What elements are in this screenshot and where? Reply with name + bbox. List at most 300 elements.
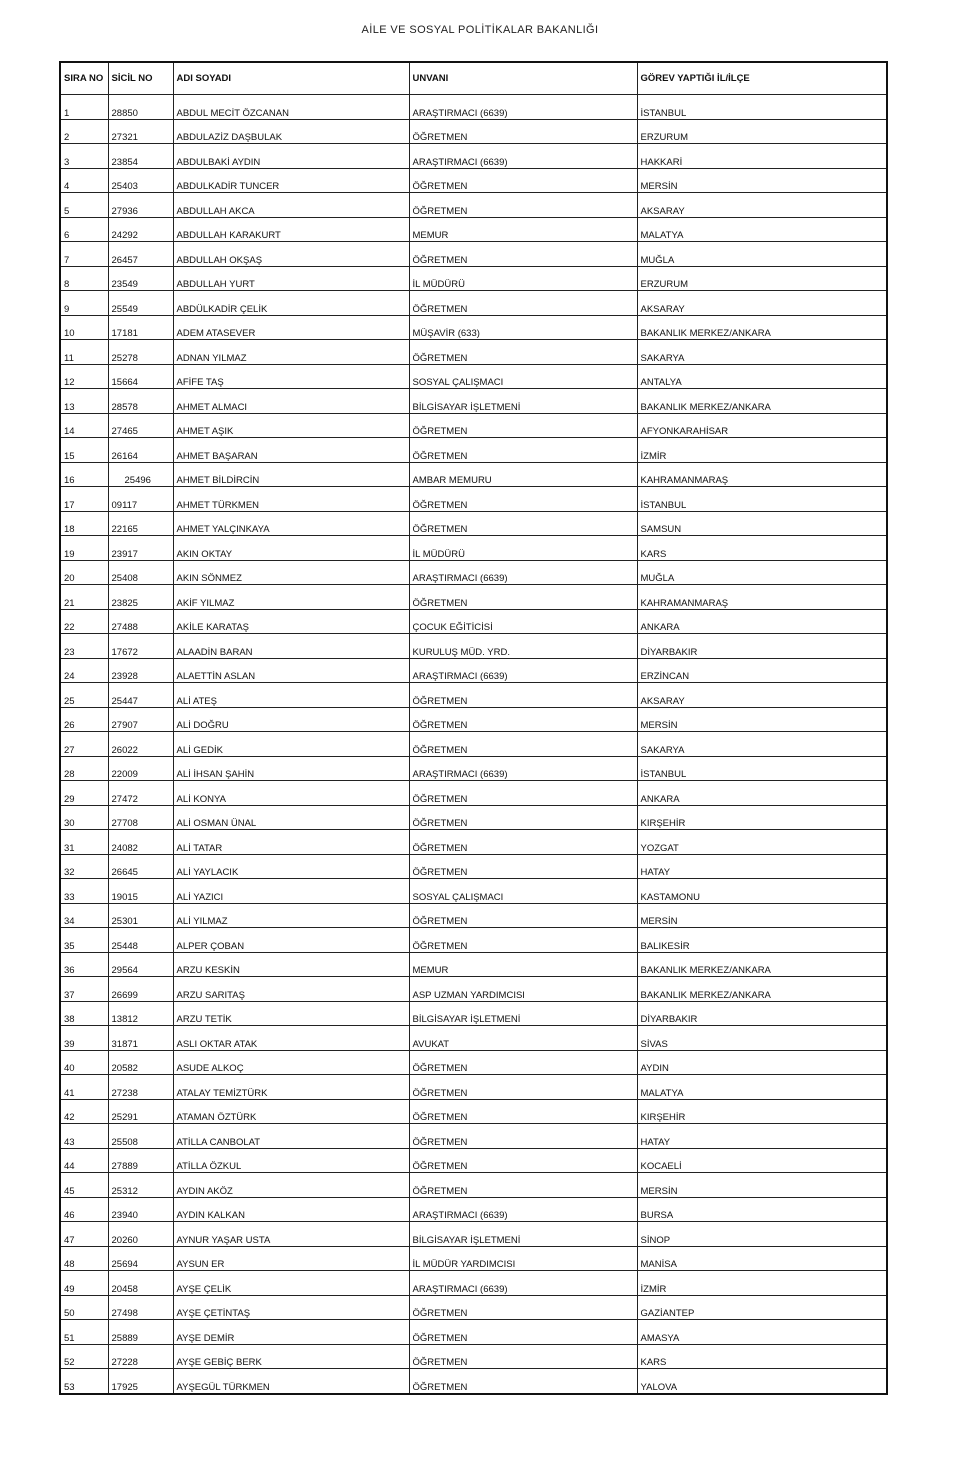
- cell-unvani: BİLGİSAYAR İŞLETMENİ: [409, 1222, 637, 1247]
- table-header-row: [60, 62, 887, 95]
- table-row: [60, 805, 887, 830]
- cell-sira-no: 53: [60, 1369, 108, 1394]
- table-row: [60, 389, 887, 414]
- cell-gorev-yeri: KOCAELİ: [637, 1148, 887, 1173]
- cell-unvani: ARAŞTIRMACI (6639): [409, 95, 637, 120]
- cell-adi-soyadi: ATAMAN ÖZTÜRK: [173, 1099, 409, 1124]
- cell-unvani: ÖĞRETMEN: [409, 1173, 637, 1198]
- cell-gorev-yeri: ERZURUM: [637, 266, 887, 291]
- table-row: [60, 1026, 887, 1051]
- cell-sicil-no: 17181: [108, 315, 173, 340]
- cell-sira-no: 32: [60, 854, 108, 879]
- cell-sicil-no: 27238: [108, 1075, 173, 1100]
- cell-adi-soyadi: AYSUN ER: [173, 1246, 409, 1271]
- cell-unvani: ÖĞRETMEN: [409, 1369, 637, 1394]
- table-row: [60, 560, 887, 585]
- cell-unvani: ÖĞRETMEN: [409, 193, 637, 218]
- cell-adi-soyadi: ADNAN YILMAZ: [173, 340, 409, 365]
- cell-sira-no: 47: [60, 1222, 108, 1247]
- cell-sicil-no: 27465: [108, 413, 173, 438]
- cell-sicil-no: 31871: [108, 1026, 173, 1051]
- cell-gorev-yeri: HATAY: [637, 854, 887, 879]
- cell-gorev-yeri: ERZİNCAN: [637, 658, 887, 683]
- cell-adi-soyadi: AYŞE ÇETİNTAŞ: [173, 1295, 409, 1320]
- cell-sicil-no: 25694: [108, 1246, 173, 1271]
- cell-sicil-no: 26457: [108, 242, 173, 267]
- cell-sicil-no: 29564: [108, 952, 173, 977]
- cell-sira-no: 38: [60, 1001, 108, 1026]
- table-row: [60, 1295, 887, 1320]
- cell-sicil-no: 25301: [108, 903, 173, 928]
- table-row: [60, 952, 887, 977]
- cell-gorev-yeri: YALOVA: [637, 1369, 887, 1394]
- cell-unvani: ÖĞRETMEN: [409, 242, 637, 267]
- cell-adi-soyadi: ATALAY TEMİZTÜRK: [173, 1075, 409, 1100]
- table-row: [60, 95, 887, 120]
- cell-unvani: ASP UZMAN YARDIMCISI: [409, 977, 637, 1002]
- cell-sicil-no: 22165: [108, 511, 173, 536]
- cell-unvani: MEMUR: [409, 952, 637, 977]
- cell-sira-no: 34: [60, 903, 108, 928]
- cell-gorev-yeri: KIRŞEHİR: [637, 1099, 887, 1124]
- cell-sira-no: 37: [60, 977, 108, 1002]
- cell-sicil-no: 25889: [108, 1320, 173, 1345]
- cell-sicil-no: 27936: [108, 193, 173, 218]
- cell-adi-soyadi: AHMET YALÇINKAYA: [173, 511, 409, 536]
- cell-adi-soyadi: AKIN SÖNMEZ: [173, 560, 409, 585]
- cell-sicil-no: 22009: [108, 756, 173, 781]
- table-row: [60, 585, 887, 610]
- cell-gorev-yeri: ANKARA: [637, 609, 887, 634]
- cell-sicil-no: 20582: [108, 1050, 173, 1075]
- cell-sira-no: 31: [60, 830, 108, 855]
- cell-sira-no: 46: [60, 1197, 108, 1222]
- cell-adi-soyadi: ABDULKADİR TUNCER: [173, 168, 409, 193]
- cell-gorev-yeri: ANKARA: [637, 781, 887, 806]
- cell-unvani: ARAŞTIRMACI (6639): [409, 1271, 637, 1296]
- cell-adi-soyadi: ABDULLAH YURT: [173, 266, 409, 291]
- cell-gorev-yeri: AKSARAY: [637, 683, 887, 708]
- cell-adi-soyadi: ALİ GEDİK: [173, 732, 409, 757]
- cell-sira-no: 24: [60, 658, 108, 683]
- cell-sira-no: 5: [60, 193, 108, 218]
- table-row: [60, 1124, 887, 1149]
- cell-gorev-yeri: AMASYA: [637, 1320, 887, 1345]
- cell-sira-no: 36: [60, 952, 108, 977]
- table-row: [60, 634, 887, 659]
- cell-adi-soyadi: ALİ İHSAN ŞAHİN: [173, 756, 409, 781]
- cell-gorev-yeri: SİVAS: [637, 1026, 887, 1051]
- table-row: [60, 903, 887, 928]
- cell-unvani: ÖĞRETMEN: [409, 1124, 637, 1149]
- cell-unvani: BİLGİSAYAR İŞLETMENİ: [409, 1001, 637, 1026]
- cell-sicil-no: 20260: [108, 1222, 173, 1247]
- cell-sira-no: 16: [60, 462, 108, 487]
- cell-sicil-no: 26164: [108, 438, 173, 463]
- cell-sira-no: 1: [60, 95, 108, 120]
- table-row: [60, 1148, 887, 1173]
- cell-sira-no: 11: [60, 340, 108, 365]
- cell-sira-no: 23: [60, 634, 108, 659]
- cell-unvani: SOSYAL ÇALIŞMACI: [409, 364, 637, 389]
- cell-sicil-no: 15664: [108, 364, 173, 389]
- table-row: [60, 1050, 887, 1075]
- cell-gorev-yeri: MERSİN: [637, 707, 887, 732]
- cell-sira-no: 7: [60, 242, 108, 267]
- cell-adi-soyadi: ALİ YAZICI: [173, 879, 409, 904]
- cell-unvani: ÇOCUK EĞİTİCİSİ: [409, 609, 637, 634]
- cell-adi-soyadi: ALİ YAYLACIK: [173, 854, 409, 879]
- table-row: [60, 1271, 887, 1296]
- cell-gorev-yeri: HATAY: [637, 1124, 887, 1149]
- cell-adi-soyadi: AYŞE ÇELİK: [173, 1271, 409, 1296]
- cell-sicil-no: 28850: [108, 95, 173, 120]
- cell-sicil-no: 17672: [108, 634, 173, 659]
- cell-gorev-yeri: AKSARAY: [637, 291, 887, 316]
- personnel-table: [59, 61, 888, 1395]
- cell-unvani: ÖĞRETMEN: [409, 805, 637, 830]
- cell-sira-no: 49: [60, 1271, 108, 1296]
- cell-adi-soyadi: ATİLLA ÖZKUL: [173, 1148, 409, 1173]
- table-row: [60, 168, 887, 193]
- cell-unvani: MÜŞAVİR (633): [409, 315, 637, 340]
- cell-sira-no: 13: [60, 389, 108, 414]
- cell-sicil-no: 25408: [108, 560, 173, 585]
- table-row: [60, 707, 887, 732]
- cell-adi-soyadi: ATİLLA CANBOLAT: [173, 1124, 409, 1149]
- cell-sicil-no: 25549: [108, 291, 173, 316]
- cell-sicil-no: 25496: [108, 462, 173, 487]
- cell-adi-soyadi: ABDULLAH OKŞAŞ: [173, 242, 409, 267]
- cell-gorev-yeri: BAKANLIK MERKEZ/ANKARA: [637, 977, 887, 1002]
- cell-sicil-no: 17925: [108, 1369, 173, 1394]
- cell-gorev-yeri: SAKARYA: [637, 340, 887, 365]
- cell-sicil-no: 27321: [108, 119, 173, 144]
- table-row: [60, 1197, 887, 1222]
- cell-unvani: İL MÜDÜR YARDIMCISI: [409, 1246, 637, 1271]
- cell-unvani: ARAŞTIRMACI (6639): [409, 560, 637, 585]
- cell-unvani: ÖĞRETMEN: [409, 1148, 637, 1173]
- cell-unvani: ÖĞRETMEN: [409, 487, 637, 512]
- cell-sicil-no: 26022: [108, 732, 173, 757]
- cell-sicil-no: 27488: [108, 609, 173, 634]
- cell-sicil-no: 23940: [108, 1197, 173, 1222]
- cell-unvani: ÖĞRETMEN: [409, 1075, 637, 1100]
- cell-sira-no: 4: [60, 168, 108, 193]
- cell-unvani: ÖĞRETMEN: [409, 854, 637, 879]
- cell-adi-soyadi: ABDULLAH KARAKURT: [173, 217, 409, 242]
- table-body: [60, 95, 887, 1394]
- cell-adi-soyadi: AYNUR YAŞAR USTA: [173, 1222, 409, 1247]
- cell-sicil-no: 27907: [108, 707, 173, 732]
- cell-sira-no: 41: [60, 1075, 108, 1100]
- table-row: [60, 609, 887, 634]
- cell-unvani: ÖĞRETMEN: [409, 291, 637, 316]
- table-row: [60, 928, 887, 953]
- cell-sira-no: 6: [60, 217, 108, 242]
- table-row: [60, 242, 887, 267]
- cell-sicil-no: 25403: [108, 168, 173, 193]
- cell-adi-soyadi: ARZU TETİK: [173, 1001, 409, 1026]
- cell-sicil-no: 19015: [108, 879, 173, 904]
- cell-sicil-no: 27228: [108, 1344, 173, 1369]
- cell-sira-no: 25: [60, 683, 108, 708]
- cell-adi-soyadi: ALAADİN BARAN: [173, 634, 409, 659]
- cell-gorev-yeri: MERSİN: [637, 903, 887, 928]
- table-row: [60, 1001, 887, 1026]
- cell-adi-soyadi: ARZU KESKİN: [173, 952, 409, 977]
- cell-gorev-yeri: KIRŞEHİR: [637, 805, 887, 830]
- cell-sira-no: 10: [60, 315, 108, 340]
- cell-sicil-no: 26645: [108, 854, 173, 879]
- cell-unvani: KURULUŞ MÜD. YRD.: [409, 634, 637, 659]
- cell-unvani: ÖĞRETMEN: [409, 903, 637, 928]
- cell-adi-soyadi: ADEM ATASEVER: [173, 315, 409, 340]
- cell-adi-soyadi: AHMET ALMACI: [173, 389, 409, 414]
- cell-sicil-no: 23854: [108, 144, 173, 169]
- table-row: [60, 438, 887, 463]
- cell-unvani: ARAŞTIRMACI (6639): [409, 1197, 637, 1222]
- cell-adi-soyadi: ABDUL MECİT ÖZCANAN: [173, 95, 409, 120]
- cell-gorev-yeri: ANTALYA: [637, 364, 887, 389]
- cell-sira-no: 48: [60, 1246, 108, 1271]
- cell-gorev-yeri: AFYONKARAHİSAR: [637, 413, 887, 438]
- table-row: [60, 413, 887, 438]
- cell-sira-no: 51: [60, 1320, 108, 1345]
- cell-sira-no: 52: [60, 1344, 108, 1369]
- cell-gorev-yeri: MERSİN: [637, 168, 887, 193]
- cell-gorev-yeri: SAMSUN: [637, 511, 887, 536]
- cell-gorev-yeri: KAHRAMANMARAŞ: [637, 462, 887, 487]
- cell-unvani: ÖĞRETMEN: [409, 781, 637, 806]
- cell-gorev-yeri: İSTANBUL: [637, 487, 887, 512]
- cell-unvani: ÖĞRETMEN: [409, 438, 637, 463]
- cell-sicil-no: 23928: [108, 658, 173, 683]
- cell-unvani: ÖĞRETMEN: [409, 1295, 637, 1320]
- cell-gorev-yeri: HAKKARİ: [637, 144, 887, 169]
- cell-gorev-yeri: MUĞLA: [637, 560, 887, 585]
- cell-sicil-no: 27708: [108, 805, 173, 830]
- cell-gorev-yeri: DİYARBAKIR: [637, 634, 887, 659]
- cell-sira-no: 39: [60, 1026, 108, 1051]
- cell-gorev-yeri: DİYARBAKIR: [637, 1001, 887, 1026]
- cell-unvani: MEMUR: [409, 217, 637, 242]
- cell-unvani: ÖĞRETMEN: [409, 413, 637, 438]
- table-row: [60, 830, 887, 855]
- cell-adi-soyadi: AYŞEGÜL TÜRKMEN: [173, 1369, 409, 1394]
- cell-adi-soyadi: ALİ YILMAZ: [173, 903, 409, 928]
- table-row: [60, 462, 887, 487]
- cell-adi-soyadi: ABDULAZİZ DAŞBULAK: [173, 119, 409, 144]
- table-row: [60, 1320, 887, 1345]
- cell-sicil-no: 25447: [108, 683, 173, 708]
- table-row: [60, 536, 887, 561]
- cell-adi-soyadi: AYDIN AKÖZ: [173, 1173, 409, 1198]
- table-row: [60, 879, 887, 904]
- column-header-sicil-no: SİCİL NO: [108, 62, 173, 95]
- cell-sira-no: 3: [60, 144, 108, 169]
- table-row: [60, 1222, 887, 1247]
- cell-unvani: ÖĞRETMEN: [409, 340, 637, 365]
- cell-sicil-no: 27889: [108, 1148, 173, 1173]
- cell-sira-no: 21: [60, 585, 108, 610]
- cell-sira-no: 27: [60, 732, 108, 757]
- cell-sira-no: 42: [60, 1099, 108, 1124]
- cell-sicil-no: 20458: [108, 1271, 173, 1296]
- cell-sicil-no: 24292: [108, 217, 173, 242]
- table-row: [60, 854, 887, 879]
- cell-adi-soyadi: ASLI OKTAR ATAK: [173, 1026, 409, 1051]
- cell-adi-soyadi: ARZU SARITAŞ: [173, 977, 409, 1002]
- cell-sira-no: 33: [60, 879, 108, 904]
- cell-adi-soyadi: AHMET TÜRKMEN: [173, 487, 409, 512]
- cell-unvani: ÖĞRETMEN: [409, 1320, 637, 1345]
- cell-unvani: ÖĞRETMEN: [409, 511, 637, 536]
- table-row: [60, 1369, 887, 1394]
- cell-sira-no: 22: [60, 609, 108, 634]
- cell-gorev-yeri: KARS: [637, 536, 887, 561]
- cell-adi-soyadi: AFİFE TAŞ: [173, 364, 409, 389]
- cell-gorev-yeri: BURSA: [637, 1197, 887, 1222]
- cell-gorev-yeri: SİNOP: [637, 1222, 887, 1247]
- cell-adi-soyadi: ABDULLAH AKCA: [173, 193, 409, 218]
- cell-unvani: ÖĞRETMEN: [409, 1099, 637, 1124]
- cell-sira-no: 17: [60, 487, 108, 512]
- cell-sicil-no: 24082: [108, 830, 173, 855]
- cell-sicil-no: 23825: [108, 585, 173, 610]
- cell-gorev-yeri: BAKANLIK MERKEZ/ANKARA: [637, 315, 887, 340]
- cell-adi-soyadi: AYŞE GEBİÇ BERK: [173, 1344, 409, 1369]
- cell-gorev-yeri: MANİSA: [637, 1246, 887, 1271]
- cell-sicil-no: 09117: [108, 487, 173, 512]
- cell-sira-no: 15: [60, 438, 108, 463]
- cell-unvani: ÖĞRETMEN: [409, 119, 637, 144]
- cell-sira-no: 44: [60, 1148, 108, 1173]
- cell-sicil-no: 25291: [108, 1099, 173, 1124]
- cell-unvani: ÖĞRETMEN: [409, 585, 637, 610]
- cell-sira-no: 26: [60, 707, 108, 732]
- cell-sira-no: 40: [60, 1050, 108, 1075]
- cell-sicil-no: 28578: [108, 389, 173, 414]
- cell-sira-no: 9: [60, 291, 108, 316]
- cell-gorev-yeri: BAKANLIK MERKEZ/ANKARA: [637, 389, 887, 414]
- cell-gorev-yeri: KARS: [637, 1344, 887, 1369]
- cell-adi-soyadi: ALİ TATAR: [173, 830, 409, 855]
- cell-sira-no: 29: [60, 781, 108, 806]
- table-row: [60, 781, 887, 806]
- table-row: [60, 291, 887, 316]
- table-row: [60, 1246, 887, 1271]
- cell-adi-soyadi: AKİLE KARATAŞ: [173, 609, 409, 634]
- cell-sira-no: 2: [60, 119, 108, 144]
- cell-unvani: İL MÜDÜRÜ: [409, 536, 637, 561]
- cell-adi-soyadi: ABDULBAKİ AYDIN: [173, 144, 409, 169]
- table-row: [60, 977, 887, 1002]
- cell-unvani: ÖĞRETMEN: [409, 928, 637, 953]
- cell-sicil-no: 25312: [108, 1173, 173, 1198]
- table-row: [60, 1075, 887, 1100]
- cell-unvani: ÖĞRETMEN: [409, 830, 637, 855]
- cell-gorev-yeri: MALATYA: [637, 217, 887, 242]
- cell-unvani: BİLGİSAYAR İŞLETMENİ: [409, 389, 637, 414]
- table-row: [60, 511, 887, 536]
- page-title: AİLE VE SOSYAL POLİTİKALAR BAKANLIĞI: [361, 24, 599, 36]
- table-row: [60, 1173, 887, 1198]
- cell-unvani: İL MÜDÜRÜ: [409, 266, 637, 291]
- table-row: [60, 756, 887, 781]
- cell-sira-no: 20: [60, 560, 108, 585]
- cell-unvani: ÖĞRETMEN: [409, 683, 637, 708]
- cell-adi-soyadi: ALİ KONYA: [173, 781, 409, 806]
- cell-sira-no: 30: [60, 805, 108, 830]
- table-row: [60, 732, 887, 757]
- table-row: [60, 144, 887, 169]
- cell-sicil-no: 13812: [108, 1001, 173, 1026]
- cell-adi-soyadi: ALPER ÇOBAN: [173, 928, 409, 953]
- cell-gorev-yeri: KASTAMONU: [637, 879, 887, 904]
- table-row: [60, 315, 887, 340]
- cell-sira-no: 28: [60, 756, 108, 781]
- cell-gorev-yeri: İZMİR: [637, 1271, 887, 1296]
- cell-adi-soyadi: ALİ ATEŞ: [173, 683, 409, 708]
- cell-sicil-no: 23549: [108, 266, 173, 291]
- cell-adi-soyadi: AKIN OKTAY: [173, 536, 409, 561]
- table-row: [60, 119, 887, 144]
- cell-sira-no: 19: [60, 536, 108, 561]
- column-header-gorev-yeri: GÖREV YAPTIĞI İL/İLÇE: [637, 62, 887, 95]
- cell-adi-soyadi: ALAETTİN ASLAN: [173, 658, 409, 683]
- cell-adi-soyadi: AYŞE DEMİR: [173, 1320, 409, 1345]
- cell-adi-soyadi: ALİ DOĞRU: [173, 707, 409, 732]
- column-header-adi-soyadi: ADI SOYADI: [173, 62, 409, 95]
- cell-gorev-yeri: BALIKESİR: [637, 928, 887, 953]
- cell-adi-soyadi: AHMET BİLDİRCİN: [173, 462, 409, 487]
- table-row: [60, 217, 887, 242]
- column-header-sira-no: SIRA NO: [60, 62, 108, 95]
- cell-sira-no: 18: [60, 511, 108, 536]
- cell-sira-no: 14: [60, 413, 108, 438]
- cell-adi-soyadi: ALİ OSMAN ÜNAL: [173, 805, 409, 830]
- table-row: [60, 193, 887, 218]
- cell-gorev-yeri: MERSİN: [637, 1173, 887, 1198]
- cell-sira-no: 8: [60, 266, 108, 291]
- cell-gorev-yeri: ERZURUM: [637, 119, 887, 144]
- cell-sicil-no: 27472: [108, 781, 173, 806]
- cell-gorev-yeri: AKSARAY: [637, 193, 887, 218]
- cell-unvani: ÖĞRETMEN: [409, 1344, 637, 1369]
- cell-adi-soyadi: AHMET BAŞARAN: [173, 438, 409, 463]
- cell-gorev-yeri: MALATYA: [637, 1075, 887, 1100]
- cell-gorev-yeri: İSTANBUL: [637, 756, 887, 781]
- cell-unvani: SOSYAL ÇALIŞMACI: [409, 879, 637, 904]
- table-row: [60, 683, 887, 708]
- cell-gorev-yeri: SAKARYA: [637, 732, 887, 757]
- cell-gorev-yeri: BAKANLIK MERKEZ/ANKARA: [637, 952, 887, 977]
- cell-gorev-yeri: YOZGAT: [637, 830, 887, 855]
- cell-sicil-no: 26699: [108, 977, 173, 1002]
- table-row: [60, 364, 887, 389]
- cell-unvani: ARAŞTIRMACI (6639): [409, 144, 637, 169]
- cell-unvani: AVUKAT: [409, 1026, 637, 1051]
- cell-sicil-no: 27498: [108, 1295, 173, 1320]
- cell-sicil-no: 25278: [108, 340, 173, 365]
- table-row: [60, 266, 887, 291]
- cell-sira-no: 50: [60, 1295, 108, 1320]
- cell-adi-soyadi: AKİF YILMAZ: [173, 585, 409, 610]
- cell-gorev-yeri: İSTANBUL: [637, 95, 887, 120]
- cell-adi-soyadi: ABDÜLKADİR ÇELİK: [173, 291, 409, 316]
- cell-unvani: AMBAR MEMURU: [409, 462, 637, 487]
